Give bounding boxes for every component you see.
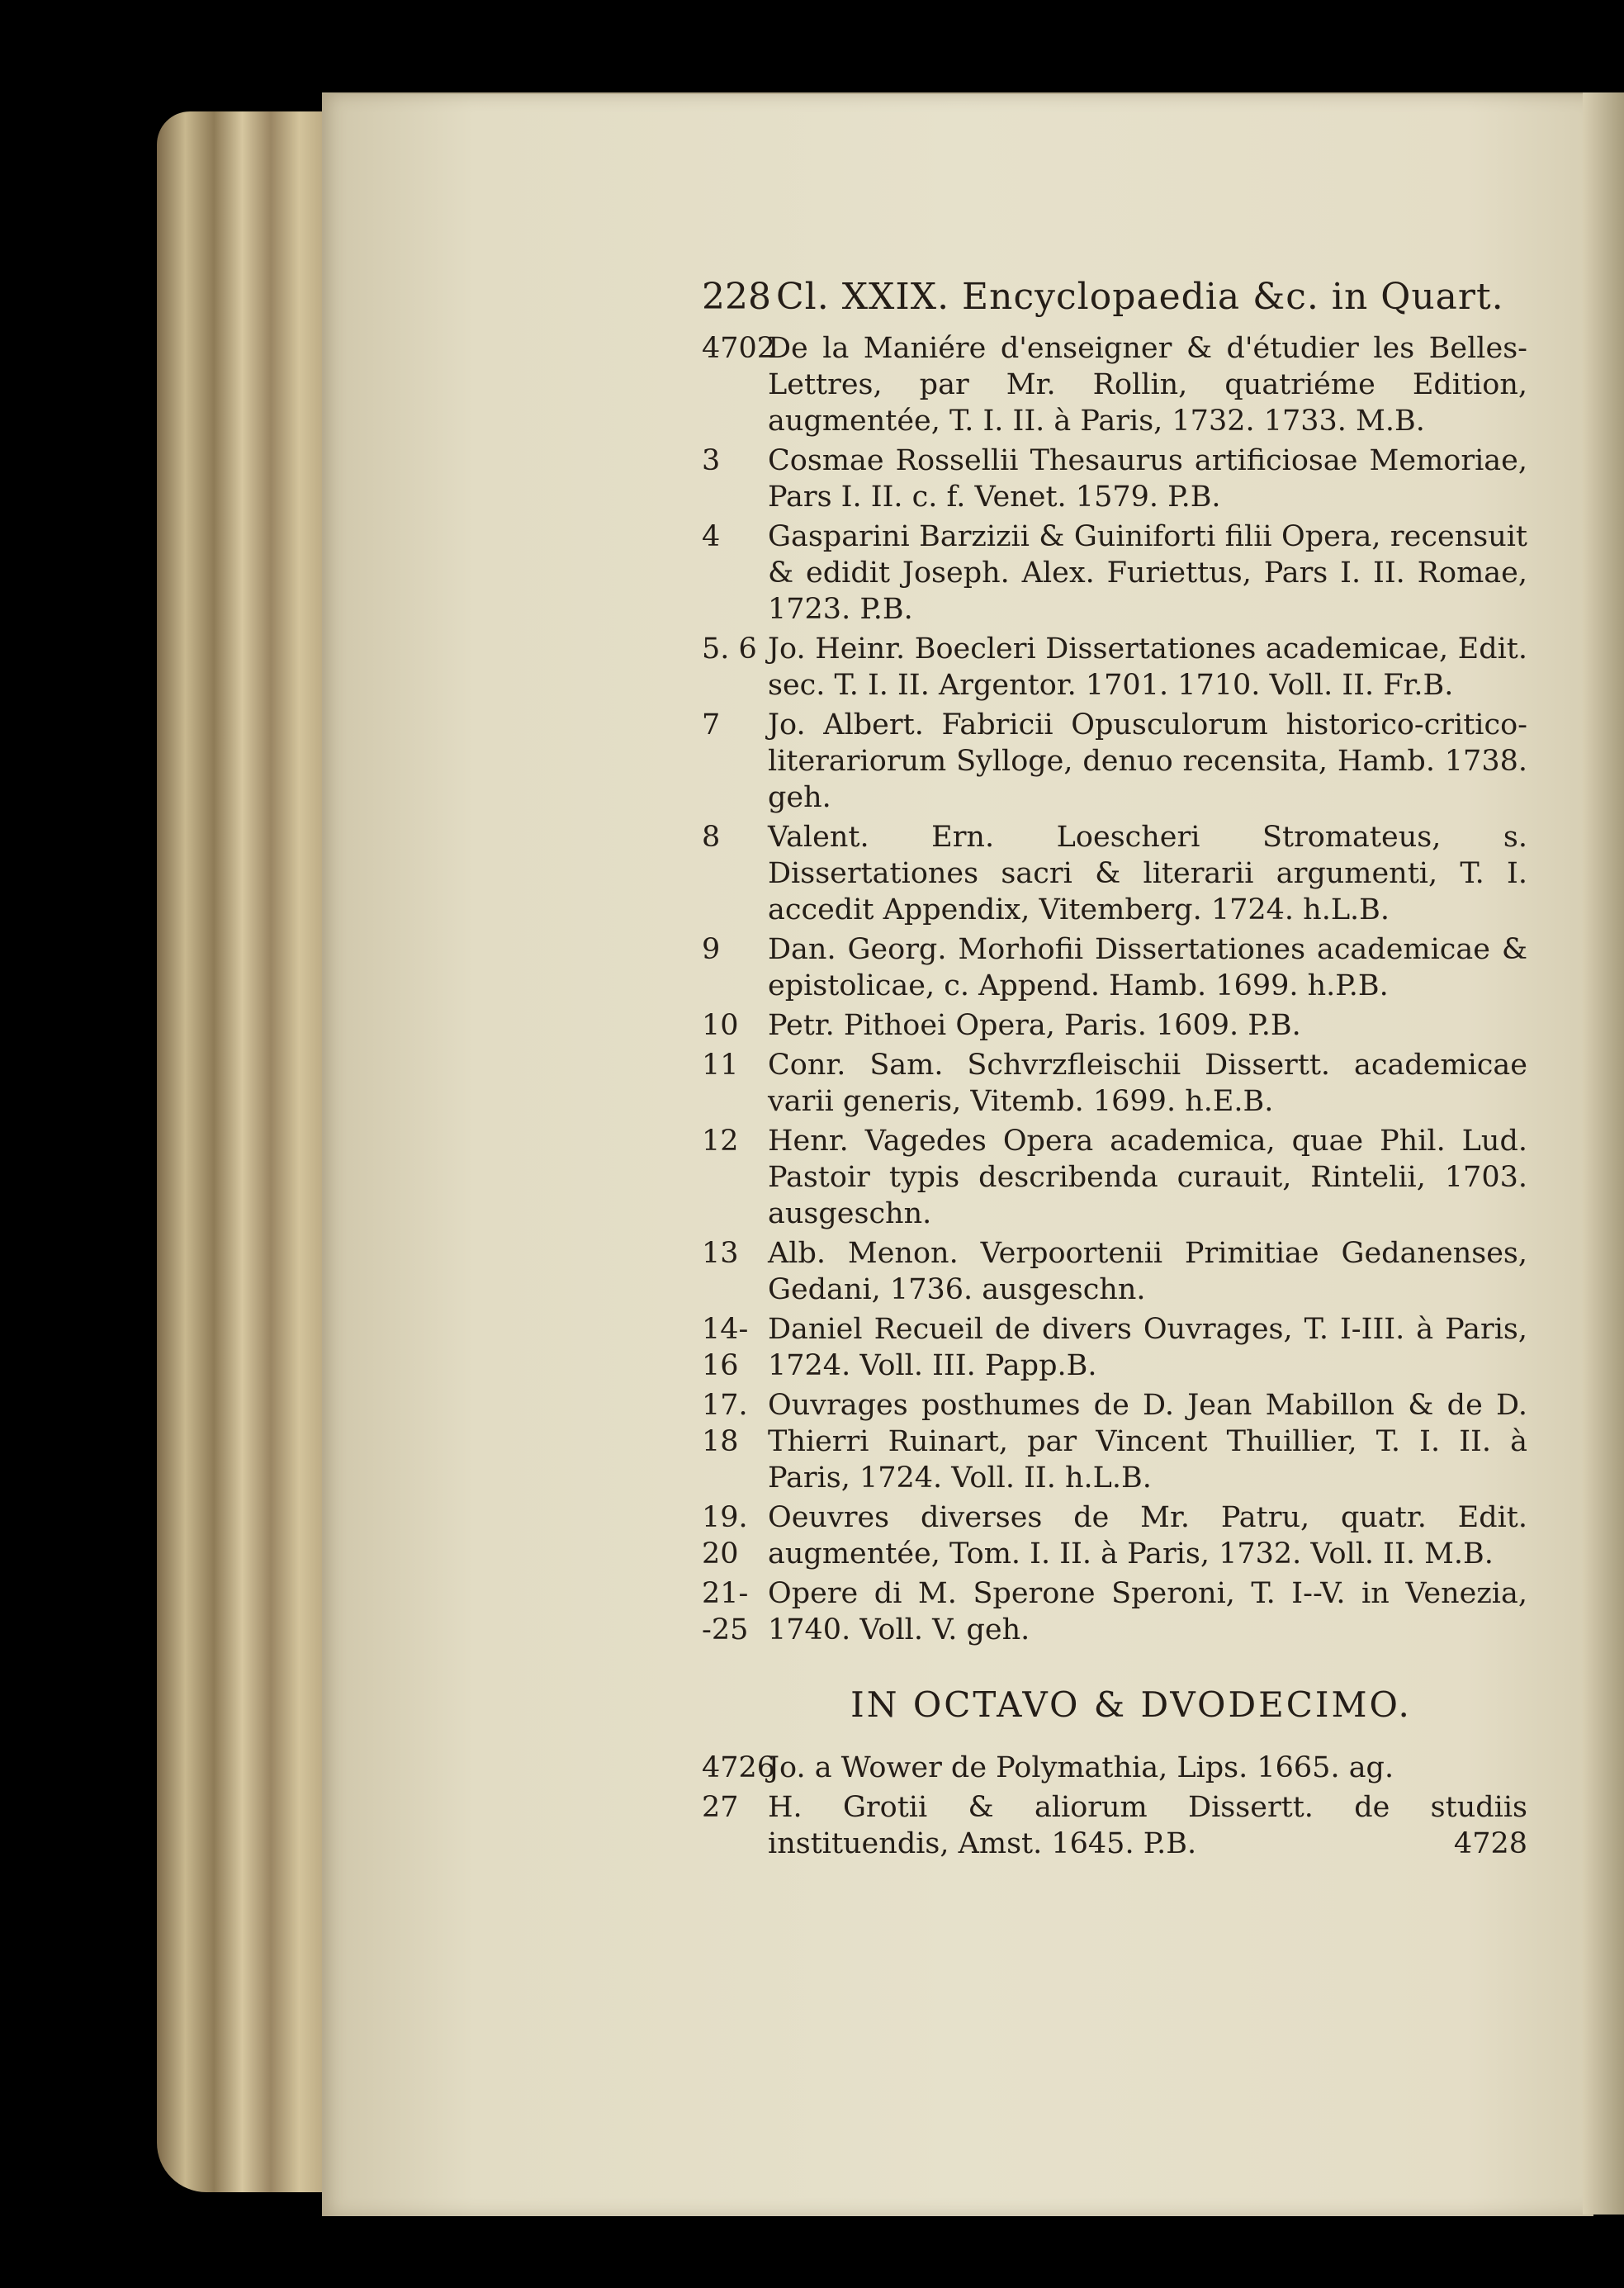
catalog-entry (702, 819, 1527, 928)
entry-number: 3 (702, 444, 721, 477)
catalog-entry (702, 519, 1527, 628)
entry-text: Ouvrages posthumes de D. Jean Mabillon & de D. Thierri Ruinart, par Vincent Thuillier, T. I. II. à Paris, 1724. Voll. II. h.L.B. (768, 1389, 1527, 1495)
entry-text: Petr. Pithoei Opera, Paris. 1609. P.B. (768, 1009, 1301, 1042)
entry-number: 9 (702, 933, 721, 966)
entry-number: 19. 20 (702, 1501, 748, 1570)
entry-text: Jo. Heinr. Boecleri Dissertationes academicae, Edit. sec. T. I. II. Argentor. 1701. 1710. Voll. II. Fr.B. (768, 632, 1527, 702)
entry-number: 21--25 (702, 1577, 749, 1646)
entry-text: Dan. Georg. Morhofii Dissertationes academicae & epistolicae, c. Append. Hamb. 1699. h.P.B. (768, 933, 1527, 1002)
entry-text: Oeuvres diverses de Mr. Patru, quatr. Edit. augmentée, Tom. I. II. à Paris, 1732. Voll. II. M.B. (768, 1501, 1527, 1570)
entry-text: Henr. Vagedes Opera academica, quae Phil. Lud. Pastoir typis describenda curauit, Rintelii, 1703. ausgeschn. (768, 1125, 1527, 1230)
catalog-entry (702, 1311, 1527, 1384)
running-head (702, 272, 1527, 322)
book-page-edges (157, 111, 347, 2192)
entry-text: Conr. Sam. Schvrzfleischii Dissertt. academicae varii generis, Vitemb. 1699. h.E.B. (768, 1049, 1527, 1118)
entry-text: Jo. Albert. Fabricii Opusculorum historico-critico-literariorum Sylloge, denuo recensita, Hamb. 1738. geh. (768, 708, 1527, 814)
catalog-entry (702, 1123, 1527, 1232)
entry-text: Cosmae Rossellii Thesaurus artificiosae Memoriae, Pars I. II. c. f. Venet. 1579. P.B. (768, 444, 1527, 514)
catalog-entry (702, 1789, 1527, 1862)
entry-number: 14-16 (702, 1313, 749, 1382)
entry-number: 4 (702, 520, 721, 553)
page-number: 228 (702, 276, 771, 318)
entry-number: 8 (702, 821, 721, 854)
entry-number: 11 (702, 1049, 739, 1082)
catalog-entry (702, 631, 1527, 703)
entry-number: 12 (702, 1125, 739, 1158)
running-head-title: Cl. XXIX. Encyclopaedia &c. in Quart. (776, 276, 1504, 318)
catalog-entry (702, 443, 1527, 515)
entry-number: 7 (702, 708, 721, 741)
entry-text: Opere di M. Sperone Speroni, T. I--V. in Venezia, 1740. Voll. V. geh. (768, 1577, 1527, 1646)
entry-text: Alb. Menon. Verpoortenii Primitiae Gedanenses, Gedani, 1736. ausgeschn. (768, 1237, 1527, 1306)
catalog-entry (702, 1047, 1527, 1120)
catalog-entry (702, 330, 1527, 439)
catalog-entry (702, 707, 1527, 816)
entry-text: De la Maniére d'enseigner & d'étudier les Belles-Lettres, par Mr. Rollin, quatriéme Edition, augmentée, T. I. II. à Paris, 1732. 1733. M.B. (768, 332, 1527, 438)
catalog-entry (702, 1387, 1527, 1496)
catalog-entry (702, 931, 1527, 1004)
entry-text: H. Grotii & aliorum Dissertt. de studiis instituendis, Amst. 1645. P.B. (768, 1791, 1527, 1860)
entry-text: Valent. Ern. Loescheri Stromateus, s. Dissertationes sacri & literarii argumenti, T. I. accedit Appendix, Vitemberg. 1724. h.L.B. (768, 821, 1527, 926)
catalog-entry (702, 1499, 1527, 1572)
entry-text: Jo. a Wower de Polymathia, Lips. 1665. ag. (768, 1751, 1394, 1784)
entry-number: 4726 (702, 1751, 776, 1784)
catchword: 4728 (1453, 1827, 1527, 1860)
quarto-entry-list (702, 330, 1527, 1648)
entry-text: Gasparini Barzizii & Guiniforti filii Opera, recensuit & edidit Joseph. Alex. Furiettus, Pars I. II. Romae, 1723. P.B. (768, 520, 1527, 626)
entry-number: 10 (702, 1009, 739, 1042)
octavo-entry-list (702, 1750, 1527, 1862)
section-heading: IN OCTAVO & DVODECIMO. (850, 1684, 1412, 1725)
entry-number: 5. 6 (702, 632, 757, 666)
book-gutter (1583, 92, 1624, 2215)
entry-text: Daniel Recueil de divers Ouvrages, T. I-III. à Paris, 1724. Voll. III. Papp.B. (768, 1313, 1527, 1382)
catalog-entry (702, 1750, 1527, 1786)
catalog-entry (702, 1575, 1527, 1648)
entry-number: 4702 (702, 332, 776, 365)
entry-number: 13 (702, 1237, 739, 1270)
entry-number: 17. 18 (702, 1389, 748, 1458)
catalog-entry (702, 1235, 1527, 1308)
entry-number: 27 (702, 1791, 739, 1824)
catalog-entry (702, 1007, 1527, 1044)
text-block (702, 272, 1527, 1862)
